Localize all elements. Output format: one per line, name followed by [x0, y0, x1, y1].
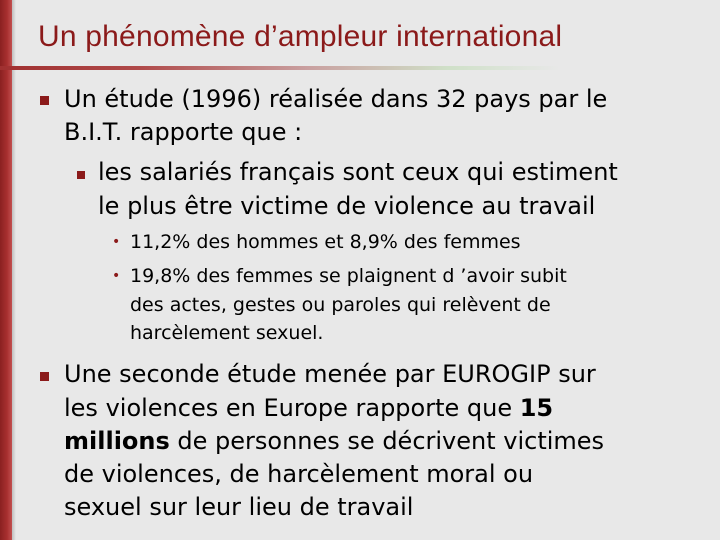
bullet-square-icon — [40, 96, 49, 105]
point2-line1: 19,8% des femmes se plaignent d ’avoir subit — [130, 265, 567, 287]
bullet2-line2 — [64, 394, 553, 422]
bullet2-line1: Une seconde étude menée par EUROGIP sur — [64, 360, 596, 388]
bullet2-line3-text: de personnes se décrivent victimes — [169, 427, 605, 455]
point2-line2: des actes, gestes ou paroles qui relèvent de — [130, 294, 551, 316]
title-underline — [0, 66, 560, 70]
bullet2-line2-text: les violences en Europe rapporte que — [64, 394, 520, 422]
slide-title: Un phénomène d’ampleur international — [38, 20, 563, 53]
dot-bullet-icon: • — [112, 234, 121, 250]
bullet1-line1: Un étude (1996) réalisée dans 32 pays par le — [64, 85, 608, 113]
bullet1-line2: B.I.T. rapporte que : — [64, 118, 303, 146]
left-accent-band — [0, 0, 12, 540]
point1-text: 11,2% des hommes et 8,9% des femmes — [130, 231, 521, 253]
bullet2-line3 — [64, 427, 604, 455]
sub-bullet-square-icon — [77, 171, 85, 179]
bullet-square-icon — [40, 372, 49, 381]
bullet2-line5: sexuel sur leur lieu de travail — [64, 493, 414, 521]
dot-bullet-icon: • — [112, 268, 121, 284]
bullet2-emphasis-word: millions — [64, 427, 170, 455]
sub-bullet-line1: les salariés français sont ceux qui estiment — [98, 158, 618, 186]
sub-bullet-line2: le plus être victime de violence au travail — [98, 192, 596, 220]
point2-line3: harcèlement sexuel. — [130, 322, 324, 344]
bullet2-emphasis-number: 15 — [519, 394, 554, 422]
bullet2-line4: de violences, de harcèlement moral ou — [64, 460, 534, 488]
left-band-shadow — [12, 0, 16, 540]
